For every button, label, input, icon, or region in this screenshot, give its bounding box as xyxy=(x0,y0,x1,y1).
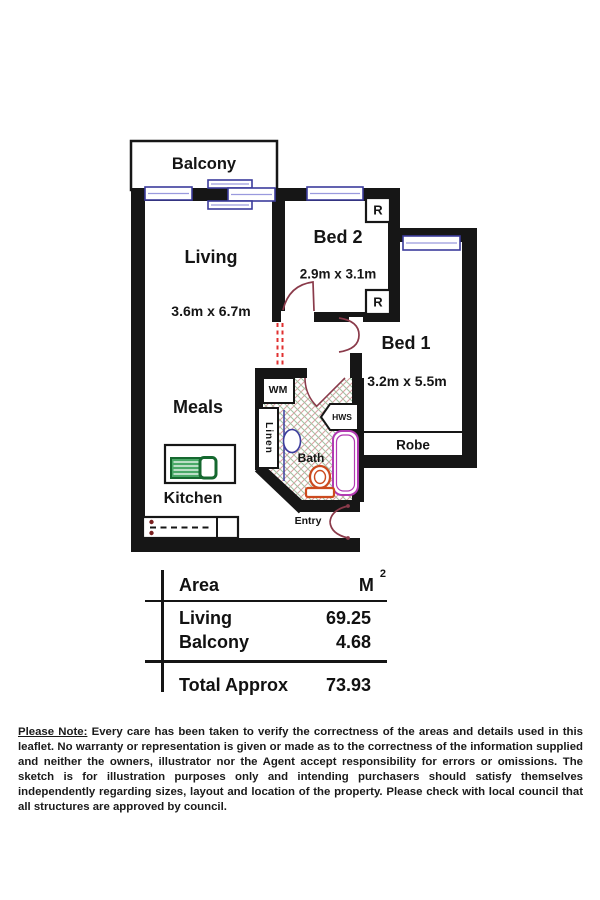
total-value: 73.93 xyxy=(325,674,371,695)
balcony-label: Balcony xyxy=(171,154,237,173)
bed2-label: Bed 2 xyxy=(313,227,363,247)
disclaimer-heading: Please Note: xyxy=(18,726,88,739)
disclaimer-text xyxy=(18,725,583,814)
living-dims: 3.6m x 6.7m xyxy=(171,303,251,319)
lower-bench xyxy=(143,517,238,538)
table-row-living xyxy=(145,606,387,630)
bed1-dims: 3.2m x 5.5m xyxy=(367,373,447,389)
bath-label: Bath xyxy=(297,451,325,465)
dashed-opening xyxy=(278,323,283,367)
kitchen-bench xyxy=(165,445,235,483)
robe-marker-bottom: R xyxy=(373,294,383,310)
area-header-label: Area xyxy=(179,575,220,595)
bathtub-icon xyxy=(333,431,358,495)
door-arc-icon-bed2 xyxy=(283,282,314,311)
total-label: Total Approx xyxy=(179,674,288,695)
table-row-balcony xyxy=(145,630,387,654)
disclaimer-body: Every care has been taken to verify the correctness of the areas and details used in this leaflet. No warranty or representation is given or made as to the correctness of the information supplied and neither the owners, illustrator nor the Agent accept responsibility for errors or omissions. The sketch is for illustration purposes only and intending purchasers should satisfy themselves independently regarding sizes, layout and location of the property. Please check with local council that all structures are approved by council. xyxy=(18,726,584,813)
wm-label: WM xyxy=(268,383,288,396)
table-rule-header xyxy=(145,600,387,602)
unit-superscript: 2 xyxy=(379,568,386,580)
living-label: Living xyxy=(184,247,238,267)
row-value: 69.25 xyxy=(325,607,371,628)
unit-m: M xyxy=(358,575,374,595)
bed2-dims: 2.9m x 3.1m xyxy=(299,266,377,282)
bed1-label: Bed 1 xyxy=(381,333,431,353)
area-table-header xyxy=(145,566,387,600)
robe-label: Robe xyxy=(396,437,430,453)
robe-marker-top: R xyxy=(373,202,383,218)
table-vertical-rule xyxy=(161,570,164,692)
row-label: Living xyxy=(179,607,232,628)
hws-label: HWS xyxy=(332,411,352,422)
linen-label: Linen xyxy=(263,422,274,454)
table-row-total xyxy=(145,672,387,698)
kitchen-label: Kitchen xyxy=(163,490,223,507)
row-value: 4.68 xyxy=(335,631,371,652)
area-table xyxy=(145,566,387,694)
area-unit-label xyxy=(358,568,386,596)
meals-label: Meals xyxy=(172,397,224,417)
entry-label: Entry xyxy=(294,514,322,527)
table-rule-total xyxy=(145,660,387,663)
row-label: Balcony xyxy=(179,631,250,652)
kitchen-sink-icon xyxy=(171,458,216,479)
